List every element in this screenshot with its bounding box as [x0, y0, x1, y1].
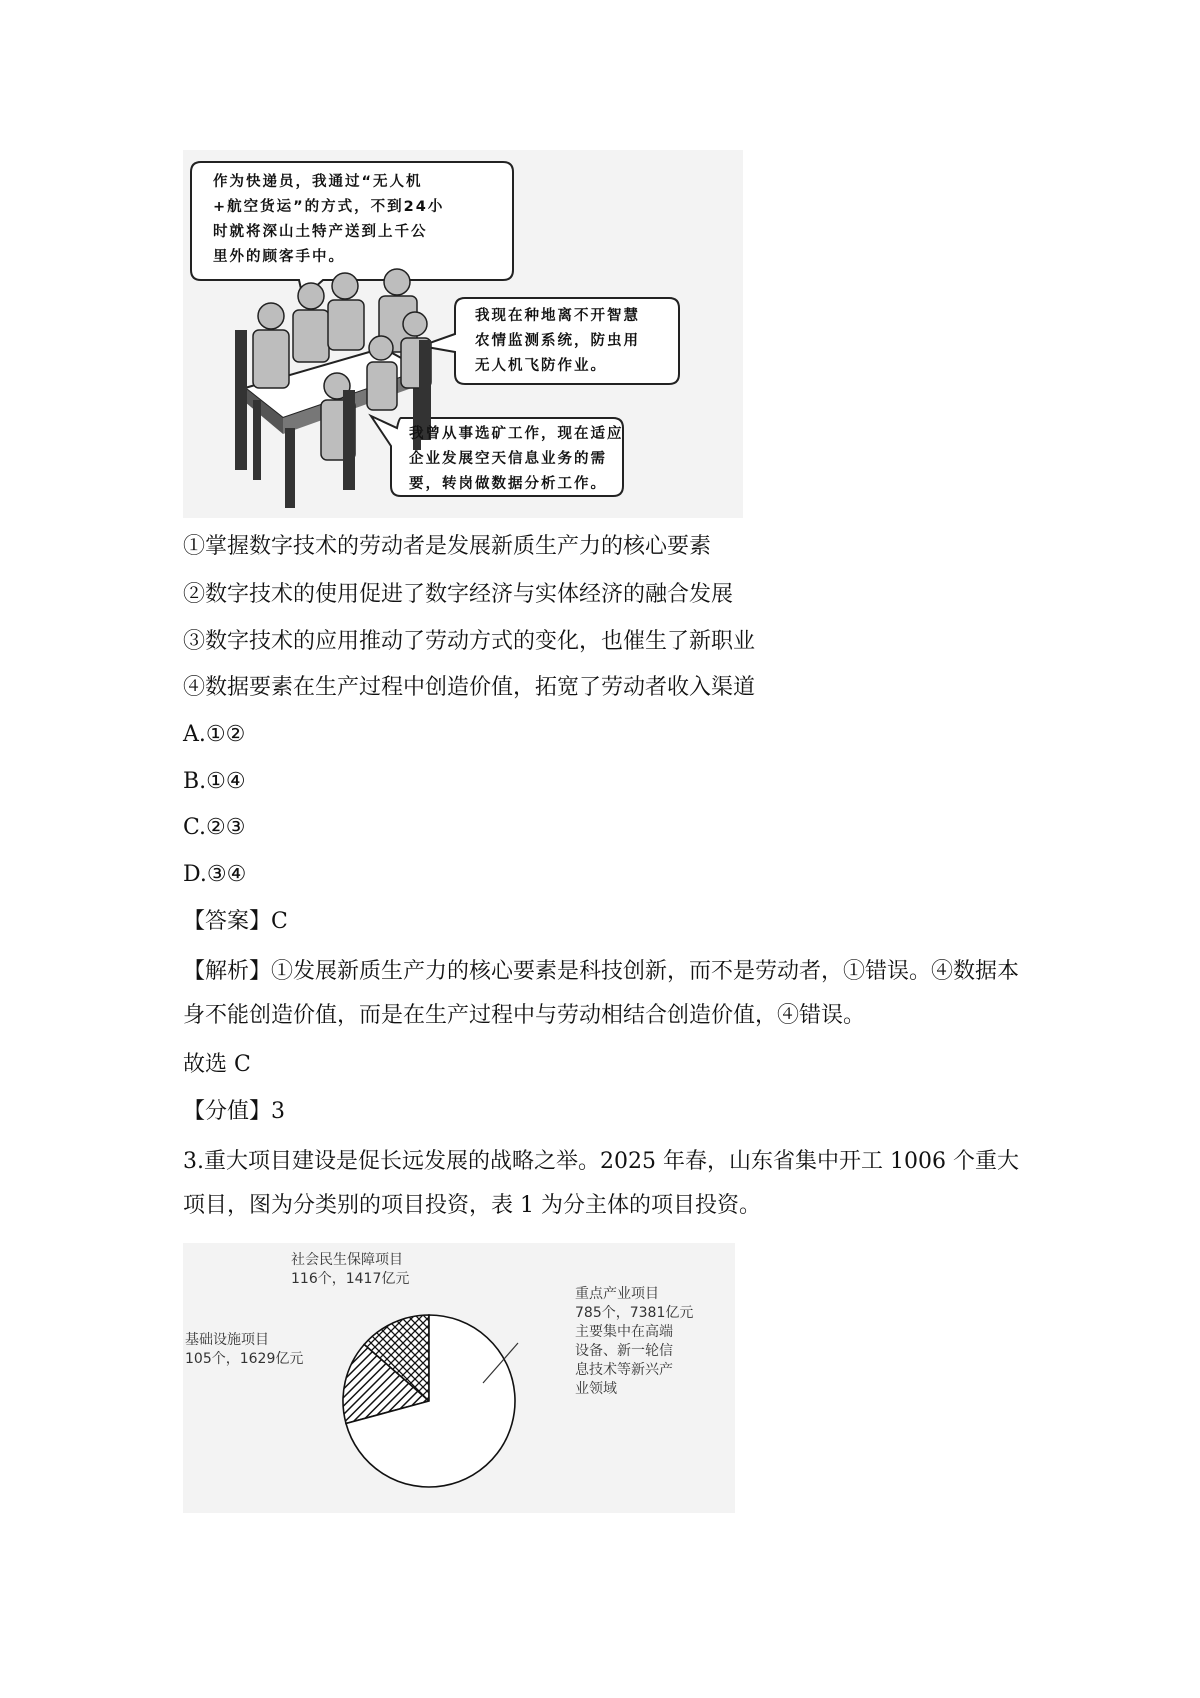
- bubble-line: 农情监测系统，防虫用: [475, 333, 640, 349]
- bubble-line: 无人机飞防作业。: [475, 358, 607, 374]
- label-social-values: 116个，1417亿元: [291, 1271, 410, 1287]
- question-3: 3.重大项目建设是促长远发展的战略之举。2025 年春，山东省集中开工 1006 个重大项目，图为分类别的项目投资，表 1 为分主体的项目投资。: [183, 1149, 1019, 1218]
- bubble-line: 企业发展空天信息业务的需: [409, 451, 607, 467]
- label-social-amount: 1417亿元: [345, 1271, 410, 1287]
- option-b: B.①④: [183, 769, 246, 794]
- label-infra-name: 基础设施项目: [185, 1332, 269, 1348]
- pie-chart-figure: [183, 1243, 735, 1513]
- score: 【分值】3: [183, 1099, 285, 1124]
- label-industry-values: 785个，7381亿元: [575, 1305, 694, 1321]
- label-industry-name: 重点产业项目: [575, 1286, 659, 1302]
- cartoon-illustration: [183, 150, 743, 518]
- label-industry-count: 785个: [575, 1305, 616, 1321]
- bubble-line: 时就将深山土特产送到上千公: [213, 224, 428, 240]
- bubble-line: 要，转岗做数据分析工作。: [409, 476, 607, 492]
- bubble-line: 我曾从事选矿工作，现在适应: [409, 426, 624, 442]
- label-infra-values: 105个，1629亿元: [185, 1351, 304, 1367]
- label-industry-note-3: 息技术等新兴产: [575, 1362, 673, 1378]
- label-industry-note-4: 业领域: [575, 1381, 617, 1397]
- label-infra-amount: 1629亿元: [239, 1351, 304, 1367]
- bubble-courier: [213, 170, 444, 270]
- option-d: D.③④: [183, 862, 247, 887]
- label-social-name: 社会民生保障项目: [291, 1252, 403, 1268]
- statement-3: ③数字技术的应用推动了劳动方式的变化，也催生了新职业: [183, 629, 756, 654]
- conclusion: 故选 C: [183, 1052, 251, 1077]
- statement-1: ①掌握数字技术的劳动者是发展新质生产力的核心要素: [183, 534, 712, 559]
- label-social: [291, 1251, 409, 1289]
- option-c: C.②③: [183, 815, 246, 840]
- answer: 【答案】C: [183, 909, 288, 934]
- bubble-line: 里外的顾客手中。: [213, 249, 345, 265]
- bubble-line: 作为快递员，我通过“无人机: [213, 174, 423, 190]
- analysis: 【解析】①发展新质生产力的核心要素是科技创新，而不是劳动者，①错误。④数据本身不能创造价值，而是在生产过程中与劳动相结合创造价值，④错误。: [183, 959, 1020, 1028]
- statement-4: ④数据要素在生产过程中创造价值，拓宽了劳动者收入渠道: [183, 675, 756, 700]
- bubble-analyst: [409, 422, 624, 497]
- bubble-line: 我现在种地离不开智慧: [475, 308, 640, 324]
- label-social-count: 116个: [291, 1271, 332, 1287]
- bubble-line: +航空货运”的方式，不到24小: [213, 199, 445, 215]
- option-a: A.①②: [183, 722, 246, 747]
- label-infra-count: 105个: [185, 1351, 226, 1367]
- label-industry: [575, 1285, 693, 1399]
- statement-2: ②数字技术的使用促进了数字经济与实体经济的融合发展: [183, 582, 734, 607]
- label-infra: [185, 1331, 303, 1369]
- label-industry-note-2: 设备、新一轮信: [575, 1343, 673, 1359]
- label-industry-note-1: 主要集中在高端: [575, 1324, 673, 1340]
- bubble-farmer: [475, 304, 640, 379]
- label-industry-amount: 7381亿元: [629, 1305, 694, 1321]
